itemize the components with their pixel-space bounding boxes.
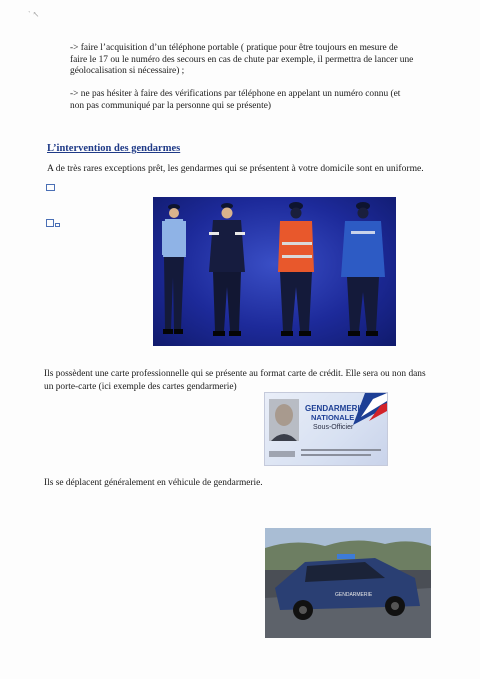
card-line-1: GENDARMERIE (305, 404, 366, 413)
gendarmerie-vehicle-photo (265, 528, 431, 638)
card-paragraph: Ils possèdent une carte professionnelle qui se présente au format carte de crédit. Elle sera ou non dans un porte-carte (ici exemple des cartes gendarmerie) (44, 369, 426, 392)
gendarme-figure-shirt (162, 204, 186, 334)
id-card-illustration (265, 393, 387, 465)
broken-image-icon (46, 219, 54, 227)
vehicle-label: GENDARMERIE (335, 592, 373, 598)
section-title: L’intervention des gendarmes (47, 143, 181, 154)
gendarme-figure-navy (209, 203, 245, 336)
vehicle-paragraph: Ils se déplacent généralement en véhicule de gendarmerie. (44, 478, 263, 488)
gendarme-figure-jacket (341, 202, 385, 336)
broken-image-icon (46, 184, 55, 191)
gendarmerie-card-photo (264, 392, 388, 466)
gendarmes-illustration (153, 197, 396, 346)
advice-bullet-phone: -> faire l’acquisition d’un téléphone portable ( pratique pour être toujours en mesure de faire le 17 ou le numéro des secours en cas de chute par exemple, il permettra de lancer une géolocalisation si nécessaire) ; (70, 43, 414, 76)
gendarme-figure-vest (278, 202, 314, 336)
advice-bullet-verify: -> ne pas hésiter à faire des vérifications par téléphone en appelant un numéro connu (et non pas communiqué par la personne qui se présente) (70, 89, 401, 111)
vehicle-illustration (265, 528, 431, 638)
scan-artifact: ` ↖ (28, 10, 40, 19)
uniform-paragraph: A de très rares exceptions prêt, les gendarmes qui se présentent à votre domicile sont en uniforme. (47, 163, 424, 174)
card-line-2: NATIONALE (311, 413, 355, 422)
gendarmes-uniform-photo (153, 197, 396, 346)
card-line-3: Sous-Officier (313, 424, 354, 431)
